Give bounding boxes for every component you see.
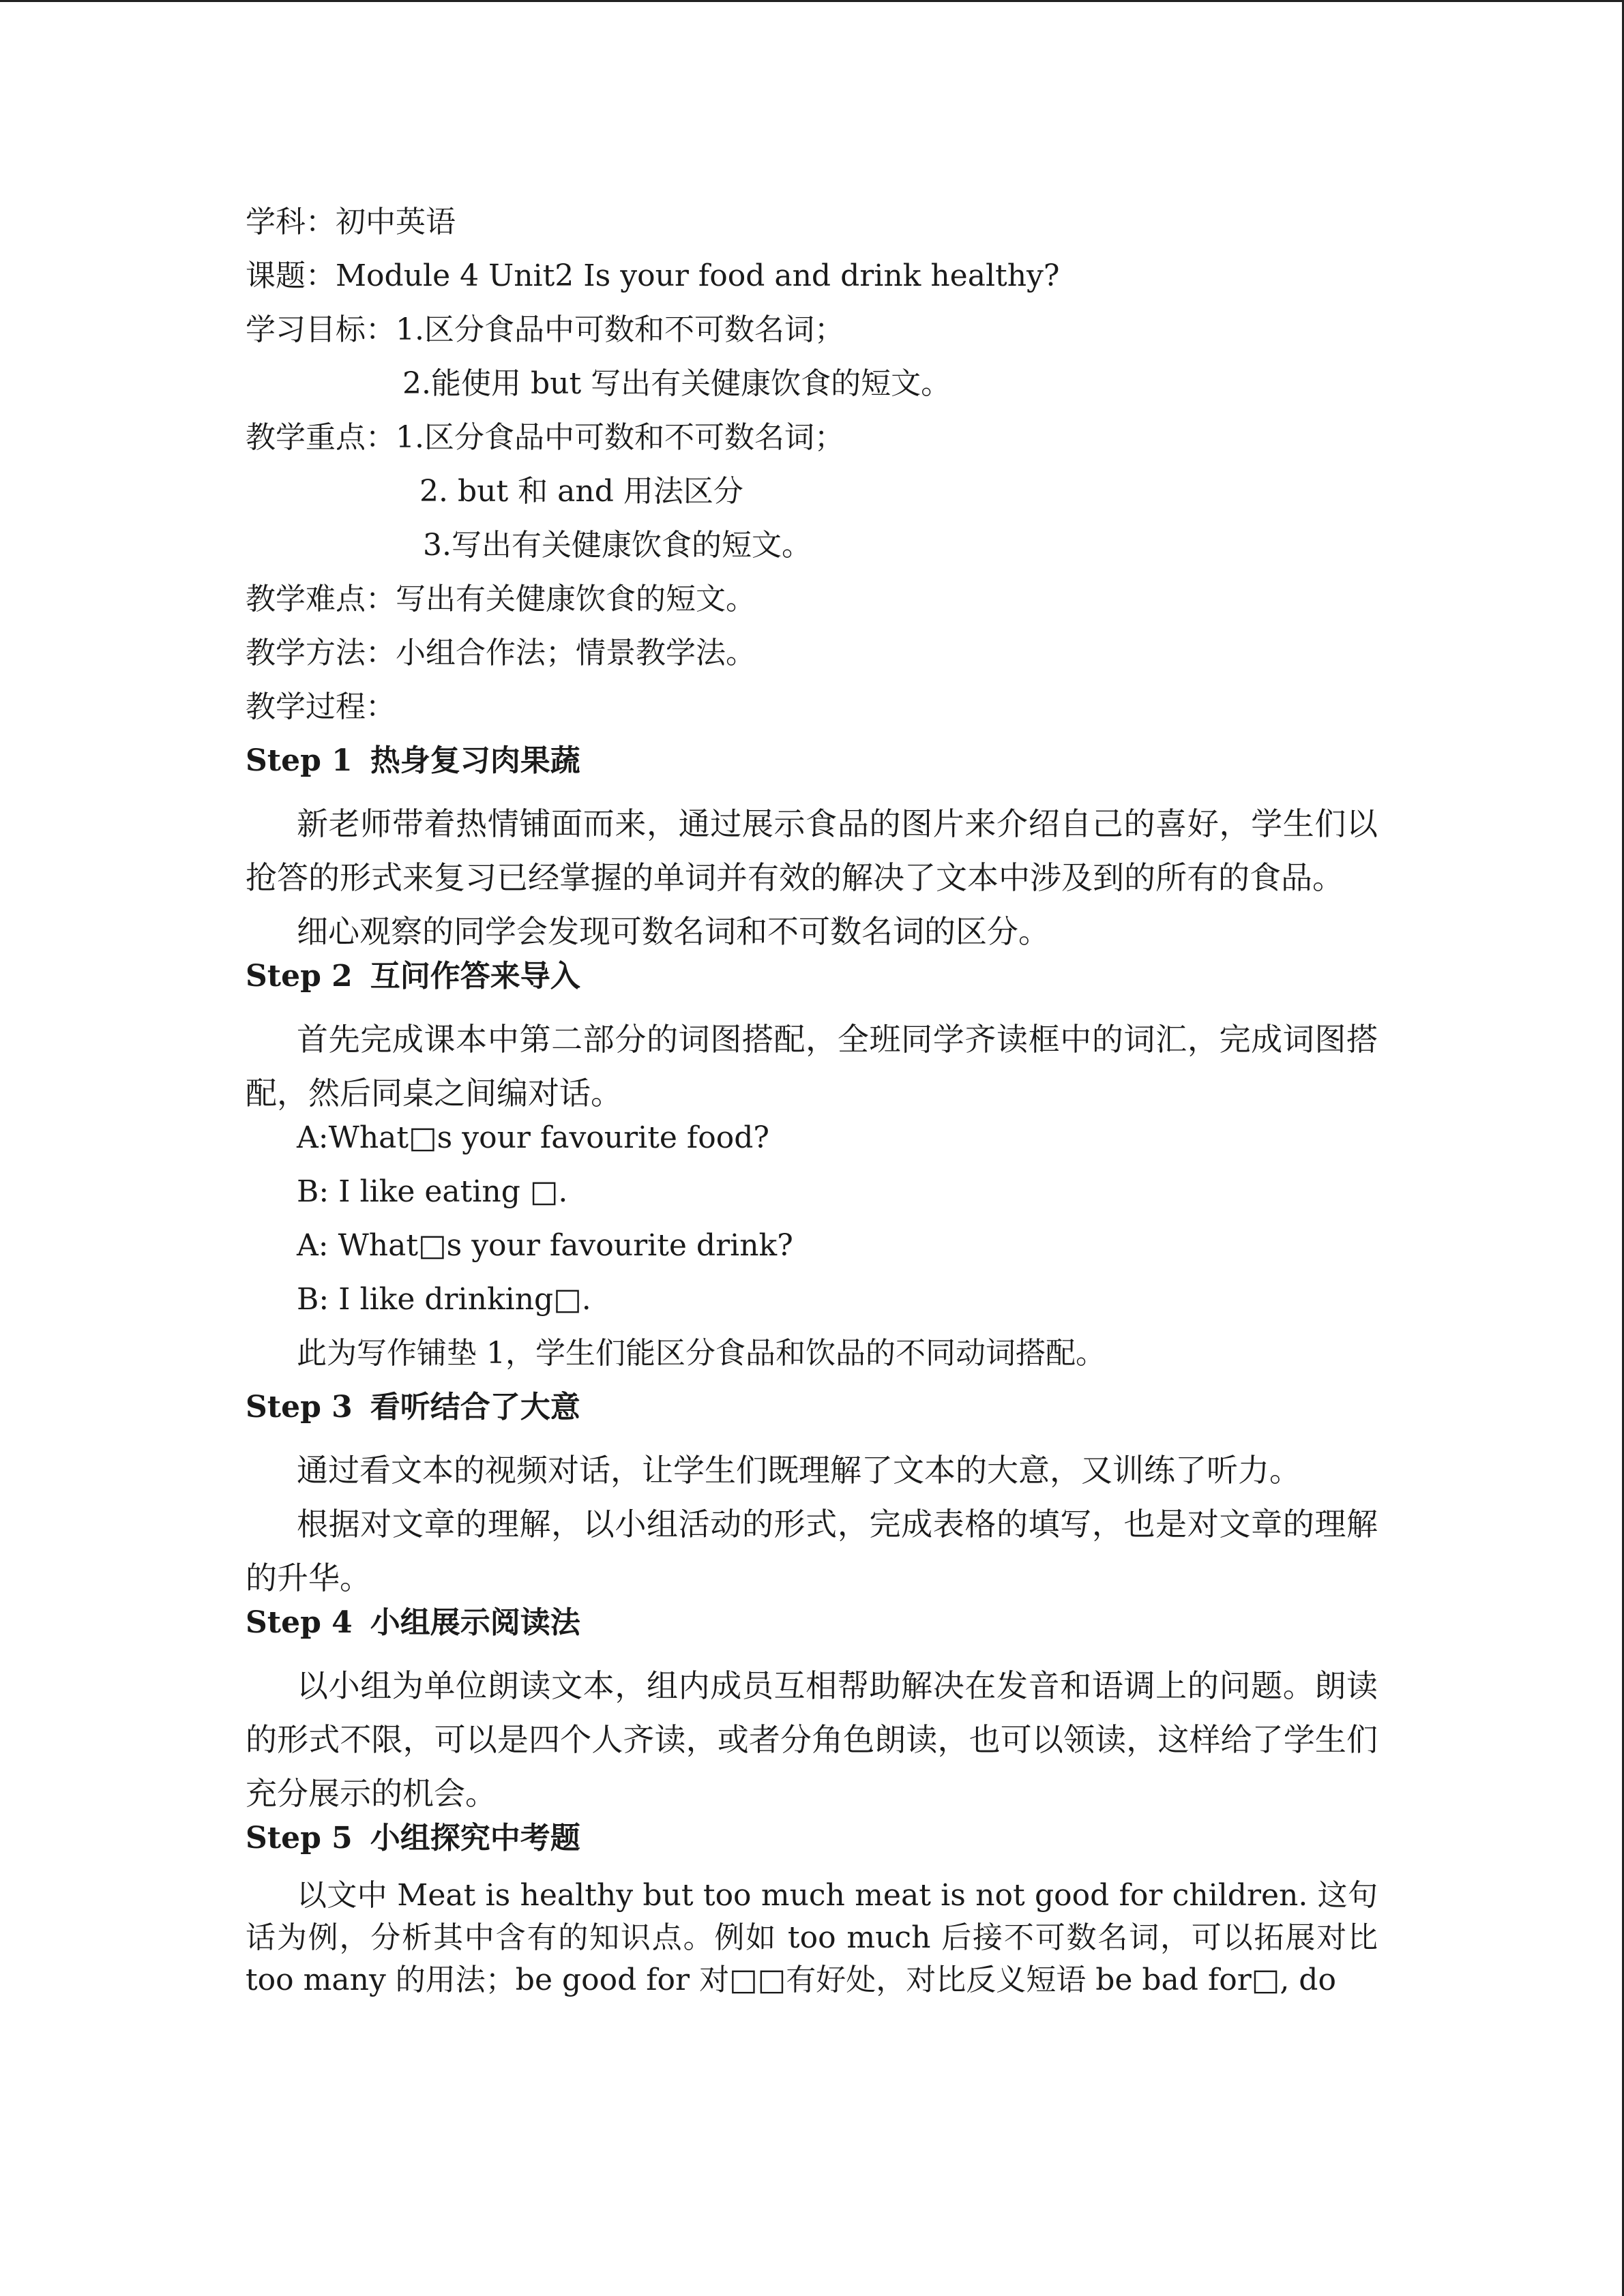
step-2-title: 互问作答来导入 [370,959,580,994]
document-body [246,205,1378,2001]
dialog-line-4: B: I like drinking□. [297,1282,591,1317]
step-2-paragraph-1: 首先完成课本中第二部分的词图搭配，全班同学齐读框中的词汇，完成词图搭配，然后同桌之间编对话。 [246,1021,1378,1112]
step-4-paragraph-1: 以小组为单位朗读文本，组内成员互相帮助解决在发音和语调上的问题。朗读的形式不限，可以是四个人齐读，或者分角色朗读，也可以领读，这样给了学生们充分展示的机会。 [246,1667,1378,1812]
step-1-paragraph-1: 新老师带着热情铺面而来，通过展示食品的图片来介绍自己的喜好，学生们以抢答的形式来复习已经掌握的单词并有效的解决了文本中涉及到的所有的食品。 [246,805,1378,896]
step-5-paragraph-1: 以文中 Meat is healthy but too much meat is not good for children. 这句话为例，分析其中含有的知识点。例如 too much 后接不可数名词，可以拓展对比 too many 的用法；be good for 对□□有好处，对比反义短语 be bad for□, do [246,1878,1378,1997]
step-1-title: 热身复习肉果蔬 [370,743,580,778]
key-points-item-3: 3.写出有关健康饮食的短文。 [423,528,812,563]
method-line: 教学方法：小组合作法；情景教学法。 [246,636,756,670]
goals-line: 学习目标：1.区分食品中可数和不可数名词； [246,312,844,347]
dialog-line-2: B: I like eating □. [297,1174,568,1209]
step-5-heading [246,1821,1378,1856]
step-2-note: 此为写作铺垫 1，学生们能区分食品和饮品的不同动词搭配。 [297,1336,1106,1371]
step-2-heading [246,959,1378,994]
step-4-heading [246,1605,1378,1641]
key-points-item-2: 2. but 和 and 用法区分 [419,474,743,509]
step-3-paragraph-1: 通过看文本的视频对话，让学生们既理解了文本的大意，又训练了听力。 [297,1452,1301,1489]
step-3-heading [246,1390,1378,1425]
step-3-title: 看听结合了大意 [370,1390,580,1425]
process-line: 教学过程： [246,689,396,724]
step-4-title: 小组展示阅读法 [370,1605,580,1640]
step-1-paragraph-2: 细心观察的同学会发现可数名词和不可数名词的区分。 [297,913,1050,950]
key-points-line: 教学重点：1.区分食品中可数和不可数名词； [246,420,844,455]
subject-line: 学科：初中英语 [246,205,456,239]
dialog-line-1: A:What□s your favourite food? [297,1120,769,1155]
step-3-label: Step 3 [246,1390,353,1425]
step-5-label: Step 5 [246,1821,353,1855]
page-border-top [0,0,1624,2]
difficulty-line: 教学难点：写出有关健康饮食的短文。 [246,582,756,616]
step-1-label: Step 1 [246,743,353,778]
goals-item-2: 2.能使用 but 写出有关健康饮食的短文。 [402,366,951,401]
step-4-label: Step 4 [246,1605,353,1640]
topic-line: 课题：Module 4 Unit2 Is your food and drink healthy? [246,258,1060,293]
step-3-paragraph-2: 根据对文章的理解，以小组活动的形式，完成表格的填写，也是对文章的理解的升华。 [246,1506,1378,1596]
step-5-title: 小组探究中考题 [370,1821,580,1855]
step-1-heading [246,743,1378,779]
step-2-label: Step 2 [246,959,353,994]
dialog-line-3: A: What□s your favourite drink? [297,1228,793,1263]
